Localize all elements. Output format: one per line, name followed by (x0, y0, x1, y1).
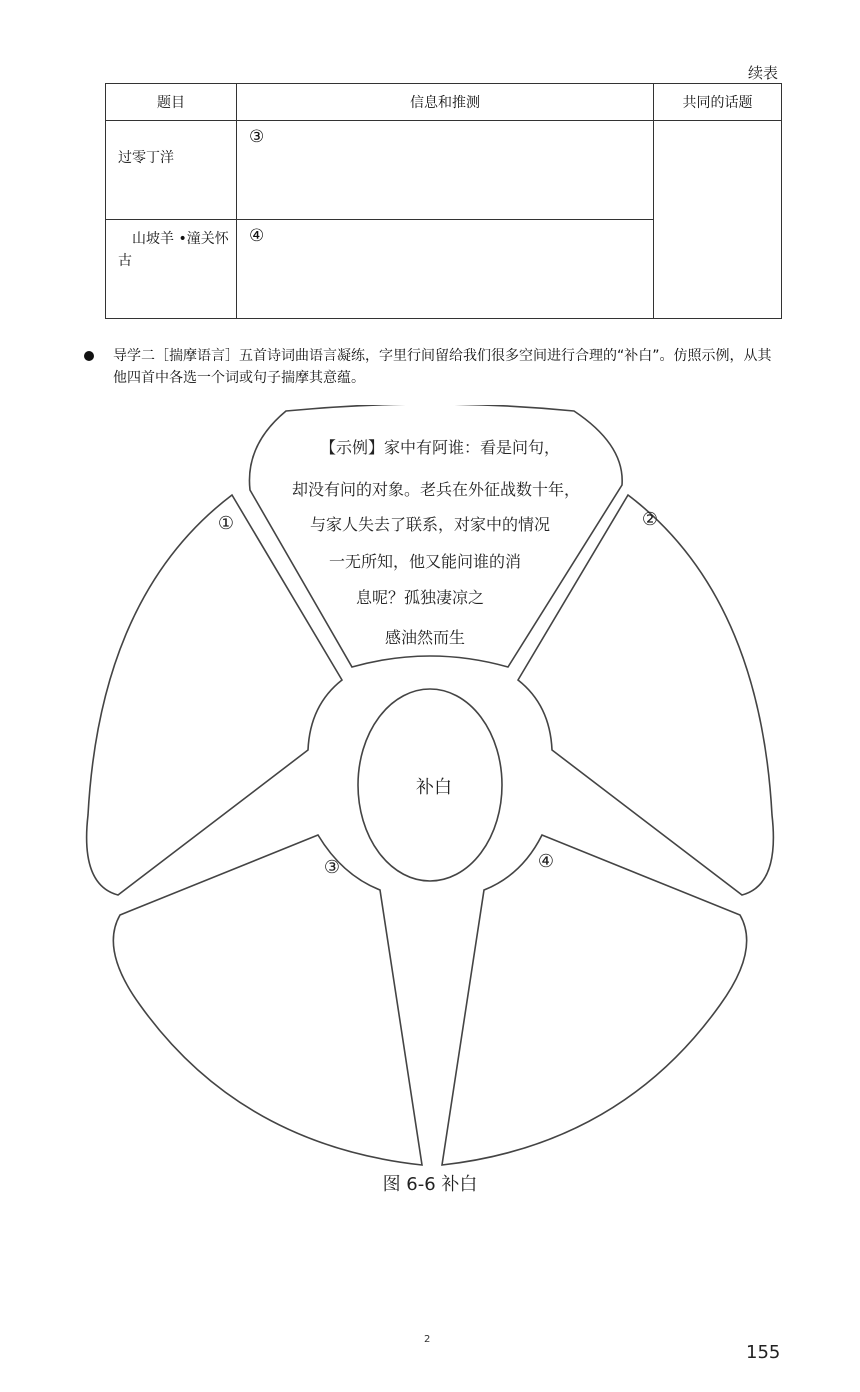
example-line: 感油然而生 (384, 628, 466, 647)
segment-label-3: ③ (323, 857, 341, 878)
example-line: 【示例】家中有阿谁：看是问句， (319, 438, 561, 457)
segment-label-1: ① (217, 513, 235, 534)
segment-label-2: ② (641, 509, 659, 530)
header-topic: 共同的话题 (654, 84, 782, 121)
guide-text: 导学二［揣摩语言］五首诗词曲语言凝练，字里行间留给我们很多空间进行合理的“补白”。仿照示例，从其他四首中各选一个词或句子揣摩其意蕴。 (113, 348, 772, 386)
circled-number: ④ (249, 226, 265, 246)
segment-label-4: ④ (537, 851, 555, 872)
row-title: 过零丁洋 (106, 121, 237, 220)
figure-caption: 图 6-6 补白 (382, 1174, 478, 1195)
example-line: 却没有问的对象。老兵在外征战数十年， (291, 480, 581, 499)
page-number: 155 (746, 1342, 781, 1363)
table-header-row (106, 84, 782, 121)
example-line: 一无所知，他又能问谁的消 (328, 552, 522, 571)
answer-cell[interactable] (237, 220, 654, 319)
segment-4 (442, 835, 747, 1165)
fill-in-diagram (80, 405, 780, 1170)
segment-3 (113, 835, 422, 1165)
header-info: 信息和推测 (237, 84, 654, 121)
segment-2 (518, 495, 773, 895)
center-label: 补白 (416, 777, 452, 798)
table-row (106, 121, 782, 220)
bullet-icon (84, 351, 94, 361)
circled-number: ③ (249, 127, 265, 147)
example-line: 与家人失去了联系，对家中的情况 (309, 515, 551, 534)
segment-1 (87, 495, 342, 895)
common-topic-cell[interactable] (654, 121, 782, 319)
row-title: 山坡羊 •潼关怀古 (106, 220, 237, 319)
header-title: 题目 (106, 84, 237, 121)
example-line: 息呢？孤独凄凉之 (355, 588, 485, 607)
footer-mark: 2 (424, 1334, 431, 1345)
continued-label: 续表 (747, 64, 778, 82)
answer-cell[interactable] (237, 121, 654, 220)
info-table (105, 83, 782, 319)
